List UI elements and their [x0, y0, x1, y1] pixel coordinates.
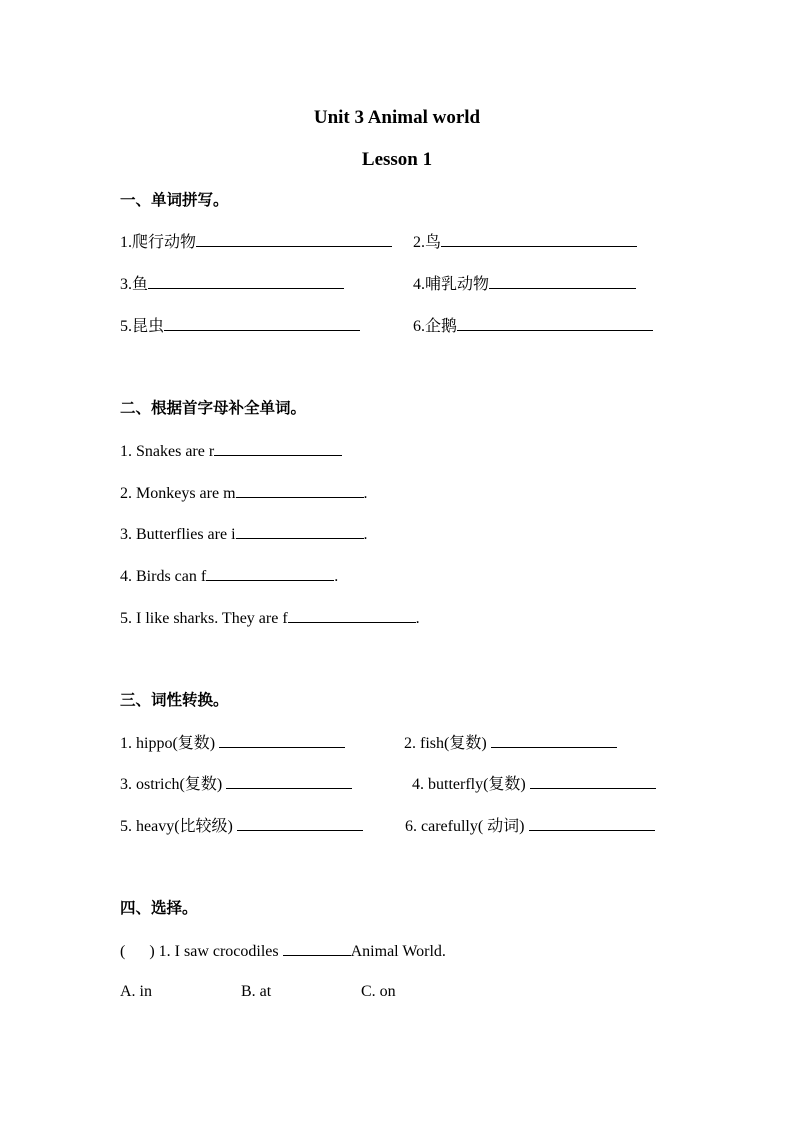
completion-item-4-suffix: .: [334, 568, 339, 585]
answer-blank[interactable]: [226, 773, 352, 789]
answer-blank[interactable]: [530, 773, 656, 789]
vocab-item-6: [413, 315, 653, 337]
answer-blank[interactable]: [164, 315, 360, 331]
completion-item-4: [120, 565, 338, 587]
answer-blank[interactable]: [196, 231, 392, 247]
wordform-item-5: [120, 815, 363, 837]
answer-blank[interactable]: [489, 273, 636, 289]
completion-item-5-suffix: .: [415, 610, 420, 627]
vocab-item-3: [120, 273, 344, 295]
wordform-item-2-label: 2. fish(复数): [404, 735, 487, 752]
section1-heading: 一、单词拼写。: [120, 191, 229, 209]
wordform-item-4: [412, 773, 656, 795]
completion-item-3-suffix: .: [363, 526, 368, 543]
wordform-item-1: [120, 732, 345, 754]
answer-blank[interactable]: [206, 565, 334, 581]
question-text: 1. I saw crocodiles: [154, 943, 283, 960]
vocab-item-2: [413, 231, 637, 253]
vocab-item-6-label: 6.企鹅: [413, 318, 458, 335]
vocab-item-4: [413, 273, 636, 295]
vocab-item-3-label: 3.鱼: [120, 276, 149, 293]
completion-item-2-text: 2. Monkeys are m: [120, 485, 236, 502]
wordform-item-3-label: 3. ostrich(复数): [120, 776, 223, 793]
question-suffix: Animal World.: [350, 943, 446, 960]
answer-blank[interactable]: [214, 440, 342, 456]
answer-blank[interactable]: [237, 815, 363, 831]
completion-item-5: [120, 607, 420, 629]
vocab-item-1-label: 1.爬行动物: [120, 234, 197, 251]
page-title: Unit 3 Animal world: [313, 107, 481, 128]
wordform-item-5-label: 5. heavy(比较级): [120, 818, 233, 835]
answer-blank[interactable]: [529, 815, 655, 831]
wordform-item-4-label: 4. butterfly(复数): [412, 776, 526, 793]
answer-paren[interactable]: ( ): [120, 943, 155, 960]
answer-blank[interactable]: [283, 940, 351, 956]
option-b[interactable]: B. at: [241, 983, 272, 1000]
completion-item-1: [120, 440, 342, 462]
completion-item-5-text: 5. I like sharks. They are f: [120, 610, 288, 627]
section2-heading: 二、根据首字母补全单词。: [120, 399, 307, 417]
completion-item-3-text: 3. Butterflies are i: [120, 526, 236, 543]
vocab-item-5-label: 5.昆虫: [120, 318, 165, 335]
answer-blank[interactable]: [219, 732, 345, 748]
completion-item-2: [120, 482, 368, 504]
completion-item-4-text: 4. Birds can f: [120, 568, 207, 585]
vocab-item-1: [120, 231, 392, 253]
wordform-item-6: [405, 815, 655, 837]
answer-blank[interactable]: [148, 273, 344, 289]
completion-item-2-suffix: .: [363, 485, 368, 502]
answer-blank[interactable]: [236, 523, 364, 539]
section3-heading: 三、词性转换。: [120, 691, 229, 709]
lesson-subtitle: Lesson 1: [361, 149, 433, 170]
wordform-item-3: [120, 773, 352, 795]
option-c[interactable]: C. on: [361, 983, 396, 1000]
vocab-item-4-label: 4.哺乳动物: [413, 276, 490, 293]
wordform-item-1-label: 1. hippo(复数): [120, 735, 216, 752]
wordform-item-2: [404, 732, 617, 754]
choice-question-1: [120, 940, 446, 962]
completion-item-3: [120, 523, 368, 545]
answer-blank[interactable]: [441, 231, 637, 247]
wordform-item-6-label: 6. carefully( 动词): [405, 818, 525, 835]
completion-item-1-text: 1. Snakes are r: [120, 443, 215, 460]
answer-blank[interactable]: [236, 482, 364, 498]
option-a[interactable]: A. in: [120, 983, 152, 1000]
section4-heading: 四、选择。: [120, 899, 198, 917]
answer-blank[interactable]: [288, 607, 416, 623]
answer-blank[interactable]: [457, 315, 653, 331]
vocab-item-5: [120, 315, 360, 337]
answer-blank[interactable]: [491, 732, 617, 748]
vocab-item-2-label: 2.鸟: [413, 234, 442, 251]
